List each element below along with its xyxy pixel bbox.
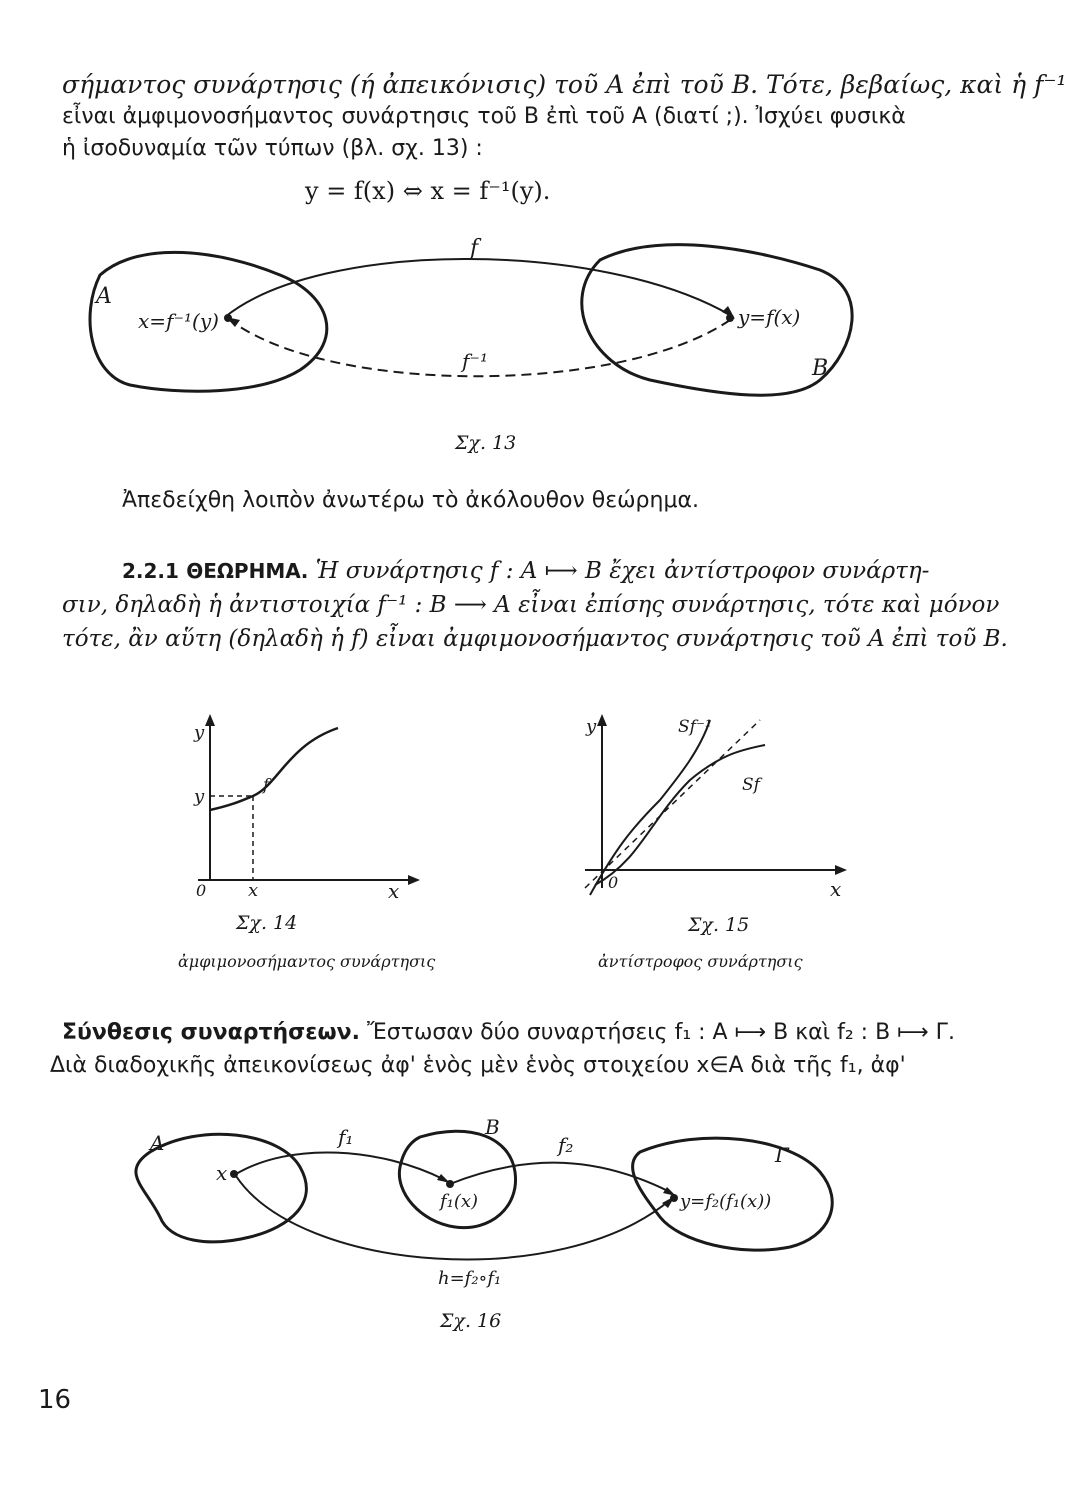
theorem-number: 2.2.1 (122, 559, 179, 583)
intro-line-2: εἶναι ἀμφιμονοσήμαντος συνάρτησις τοῦ B ἐπὶ τοῦ A (διατί ;). Ἰσχύει φυσικὰ (62, 104, 906, 129)
point-y-16 (670, 1194, 678, 1202)
fig15-axis-y: y (586, 716, 597, 737)
page-number: 16 (38, 1385, 72, 1415)
fig15-curve-f-label: Sf (742, 775, 760, 795)
fig16-arrow-f2-label: f₂ (558, 1133, 574, 1157)
fig14-curve-label: f (263, 775, 269, 794)
fig16-arrow-f1-label: f₁ (338, 1125, 354, 1149)
inverse-equivalence-formula: y = f(x) ⇔ x = f⁻¹(y). (305, 177, 551, 205)
fig14-y-arrow (205, 714, 215, 726)
arrow-h-curve (236, 1176, 670, 1259)
fig15-origin: 0 (608, 873, 619, 892)
fig16-caption: Σχ. 16 (440, 1310, 502, 1332)
fig13-arrow-f-label: f (470, 236, 479, 261)
fig15-curve-f (595, 745, 765, 885)
fig16-label-G: Γ (775, 1143, 789, 1167)
arrow-f1-curve (236, 1152, 445, 1180)
point-f1x-16 (446, 1180, 454, 1188)
fig16-label-B: B (485, 1115, 500, 1139)
point-x (224, 314, 232, 322)
composition-line-1-rest: Ἔστωσαν δύο συναρτήσεις f₁ : A ⟼ B καὶ f₂ : B ⟼ Γ. (360, 1020, 955, 1045)
fig14-axis-y: y (194, 722, 205, 743)
figure-14 (188, 710, 428, 903)
composition-title: Σύνθεσις συναρτήσεων. (62, 1020, 361, 1045)
intro-line-1: σήμαντος συνάρτησις (ή ἀπεικόνισις) τοῦ A ἐπὶ τοῦ B. Τότε, βεβαίως, καὶ ἡ f⁻¹ (62, 70, 1067, 99)
fig15-curve-finv-label: Sf⁻¹ (678, 717, 712, 737)
fig15-subtitle: ἀντίστροφος συνάρτησις (598, 952, 803, 971)
fig15-curve-finv (590, 720, 710, 895)
fig16-arrow-h-label: h=f₂∘f₁ (438, 1268, 502, 1289)
fig15-x-arrow (835, 865, 847, 875)
composition-line-2: Διὰ διαδοχικῆς ἀπεικονίσεως ἀφ' ἑνὸς μὲν ἑνὸς στοιχείου x∈A διὰ τῆς f₁, ἀφ' (50, 1053, 906, 1078)
fig13-label-B: B (812, 356, 829, 381)
fig14-subtitle: ἀμφιμονοσήμαντος συνάρτησις (178, 952, 436, 971)
fig13-arrow-finv-label: f⁻¹ (462, 349, 488, 373)
theorem-line-3: τότε, ἂν αὕτη (δηλαδὴ ἡ f) εἶναι ἀμφιμονοσήμαντος συνάρτησις τοῦ A ἐπὶ τοῦ B. (62, 626, 1008, 652)
point-y (726, 314, 734, 322)
theorem-heading (122, 556, 929, 586)
point-x-16 (230, 1170, 238, 1178)
figure-16 (0, 1112, 960, 1342)
theorem-line-1: Ἡ συνάρτησις f : A ⟼ B ἔχει ἀντίστροφον συνάρτη- (315, 558, 930, 584)
conclusion-text: Ἀπεδείχθη λοιπὸν ἀνωτέρω τὸ ἀκόλουθον θεώρημα. (122, 488, 699, 513)
fig13-point-y-label: y=f(x) (738, 305, 801, 329)
theorem-title: ΘΕΩΡΗΜΑ. (186, 559, 309, 583)
theorem-line-2: σιν, δηλαδὴ ἡ ἀντιστοιχία f⁻¹ : B ⟶ A εἶναι ἐπίσης συνάρτησις, τότε καὶ μόνον (62, 592, 1000, 618)
fig14-x-arrow (408, 875, 420, 885)
arrow-f2-curve (450, 1163, 670, 1192)
arrow-f-curve (225, 259, 730, 317)
fig14-tick-x: x (248, 880, 259, 901)
fig14-curve (210, 728, 338, 810)
fig13-point-x-label: x=f⁻¹(y) (138, 309, 219, 333)
figure-15 (580, 710, 850, 900)
intro-line-3: ἡ ἰσοδυναμία τῶν τύπων (βλ. σχ. 13) : (62, 136, 483, 161)
fig16-label-A: A (150, 1131, 165, 1155)
fig15-caption: Σχ. 15 (688, 914, 750, 936)
fig13-label-A: A (96, 284, 112, 309)
set-B-blob-16 (399, 1131, 515, 1227)
fig14-origin: 0 (196, 881, 207, 900)
fig16-point-f1x-label: f₁(x) (440, 1191, 479, 1212)
fig14-caption: Σχ. 14 (236, 912, 298, 934)
fig13-caption: Σχ. 13 (455, 432, 517, 454)
fig16-point-x-label: x (216, 1161, 228, 1185)
fig15-bisector (585, 720, 760, 888)
fig15-axis-x: x (830, 877, 842, 901)
fig16-point-y-label: y=f₂(f₁(x)) (680, 1191, 772, 1212)
fig14-label-y: y (194, 786, 205, 807)
fig15-y-arrow (597, 714, 607, 726)
composition-line-1 (62, 1018, 955, 1048)
fig14-axis-x: x (388, 879, 400, 903)
